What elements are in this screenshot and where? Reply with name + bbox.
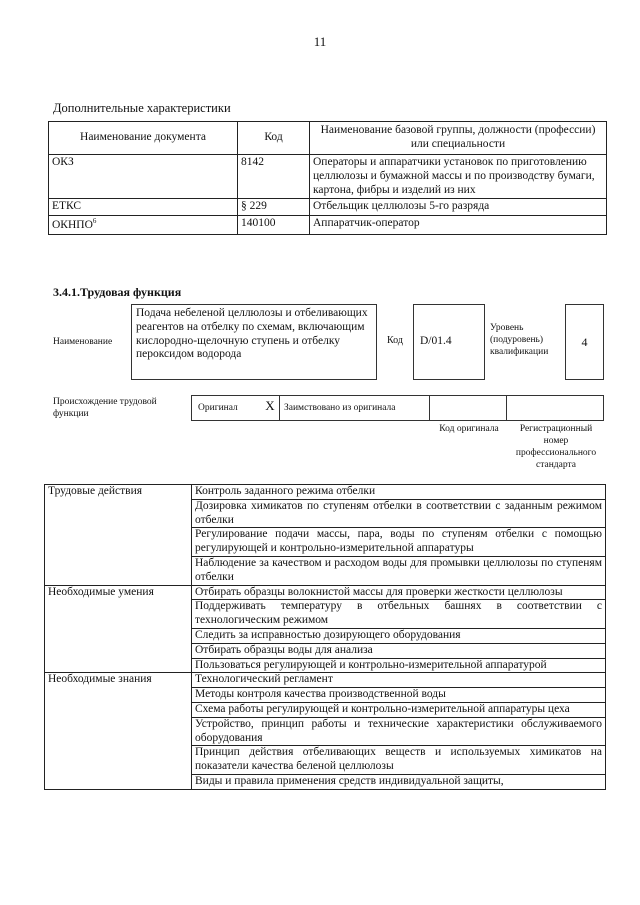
table-row (49, 155, 607, 199)
divider (279, 396, 280, 420)
function-code-box: D/01.4 (413, 304, 485, 380)
detail-cell: Поддерживать температуру в отбельных башнях в соответствии с технологическим режимом (192, 600, 606, 629)
function-title: 3.4.1.Трудовая функция (53, 285, 182, 299)
divider (429, 396, 430, 420)
table-row (49, 199, 607, 216)
document-codes-table (48, 121, 607, 235)
table-row (45, 485, 606, 500)
level-label: Уровень (подуровень) квалификации (490, 323, 549, 357)
detail-cell: Схема работы регулирующей и контрольно-измерительной аппаратуры цеха (192, 702, 606, 717)
code-label: Код (387, 335, 403, 346)
borrowed-label: Заимствовано из оригинала (284, 403, 396, 413)
doc-cell (49, 216, 238, 235)
doc-name: ОКНПО (52, 219, 93, 232)
detail-cell: Дозировка химикатов по ступеням отбелки в соответствии с заданным режимом отбелки (192, 499, 606, 528)
level-value-box: 4 (565, 304, 604, 380)
code-cell: 140100 (238, 216, 310, 235)
detail-cell: Отбирать образцы волокнистой массы для проверки жесткости целлюлозы (192, 585, 606, 600)
row-header: Необходимые знания (45, 673, 192, 789)
name-label: Наименование (53, 337, 113, 347)
table-row (49, 216, 607, 235)
origin-label: Происхождение трудовой функции (53, 397, 157, 419)
detail-cell: Методы контроля качества производственной воды (192, 688, 606, 703)
code-caption: Код оригинала (439, 424, 499, 434)
details-table (44, 484, 606, 790)
name-cell: Операторы и аппаратчики установок по приготовлению целлюлозы и бумажной массы и по производству бумаги, картона, фибры и изделий из них (310, 155, 607, 199)
name-cell: Аппаратчик-оператор (310, 216, 607, 235)
code-cell: § 229 (238, 199, 310, 216)
name-cell: Отбельщик целлюлозы 5-го разряда (310, 199, 607, 216)
table-header-row (49, 122, 607, 155)
code-cell: 8142 (238, 155, 310, 199)
section-title: Дополнительные характеристики (53, 101, 231, 115)
original-label: Оригинал (198, 403, 238, 413)
detail-cell: Принцип действия отбеливающих веществ и используемых химикатов на показатели качества беленой целлюлозы (192, 746, 606, 775)
detail-cell: Технологический регламент (192, 673, 606, 688)
detail-cell: Контроль заданного режима отбелки (192, 485, 606, 500)
original-mark: X (265, 398, 275, 413)
function-name-box: Подача небеленой целлюлозы и отбеливающих реагентов на отбелку по схемам, включающим кислородно-щелочную ступень и отбелку пероксидом водорода (131, 304, 377, 380)
origin-row (191, 395, 604, 421)
detail-cell: Регулирование подачи массы, пара, воды по ступеням отбелки с помощью регулирующей и контрольно-измерительной аппаратуры (192, 528, 606, 557)
header-name: Наименование базовой группы, должности (профессии) или специальности (310, 122, 607, 155)
detail-cell: Устройство, принцип работы и технические характеристики обслуживаемого оборудования (192, 717, 606, 746)
doc-cell: ЕТКС (49, 199, 238, 216)
header-code: Код (238, 122, 310, 155)
divider (506, 396, 507, 420)
table-row (45, 673, 606, 688)
detail-cell: Пользоваться регулирующей и контрольно-измерительной аппаратурой (192, 658, 606, 673)
reg-caption: Регистрационный номер профессионального стандарта (515, 424, 597, 470)
detail-cell: Наблюдение за качеством и расходом воды для промывки целлюлозы по ступеням отбелки (192, 556, 606, 585)
doc-cell: ОКЗ (49, 155, 238, 199)
table-row (45, 585, 606, 600)
footnote-mark: 6 (92, 217, 97, 226)
detail-cell: Следить за исправностью дозирующего оборудования (192, 628, 606, 643)
detail-cell: Виды и правила применения средств индивидуальной защиты, (192, 774, 606, 789)
page-number: 11 (313, 34, 327, 49)
detail-cell: Отбирать образцы воды для анализа (192, 643, 606, 658)
row-header: Необходимые умения (45, 585, 192, 673)
header-doc: Наименование документа (49, 122, 238, 155)
row-header: Трудовые действия (45, 485, 192, 586)
